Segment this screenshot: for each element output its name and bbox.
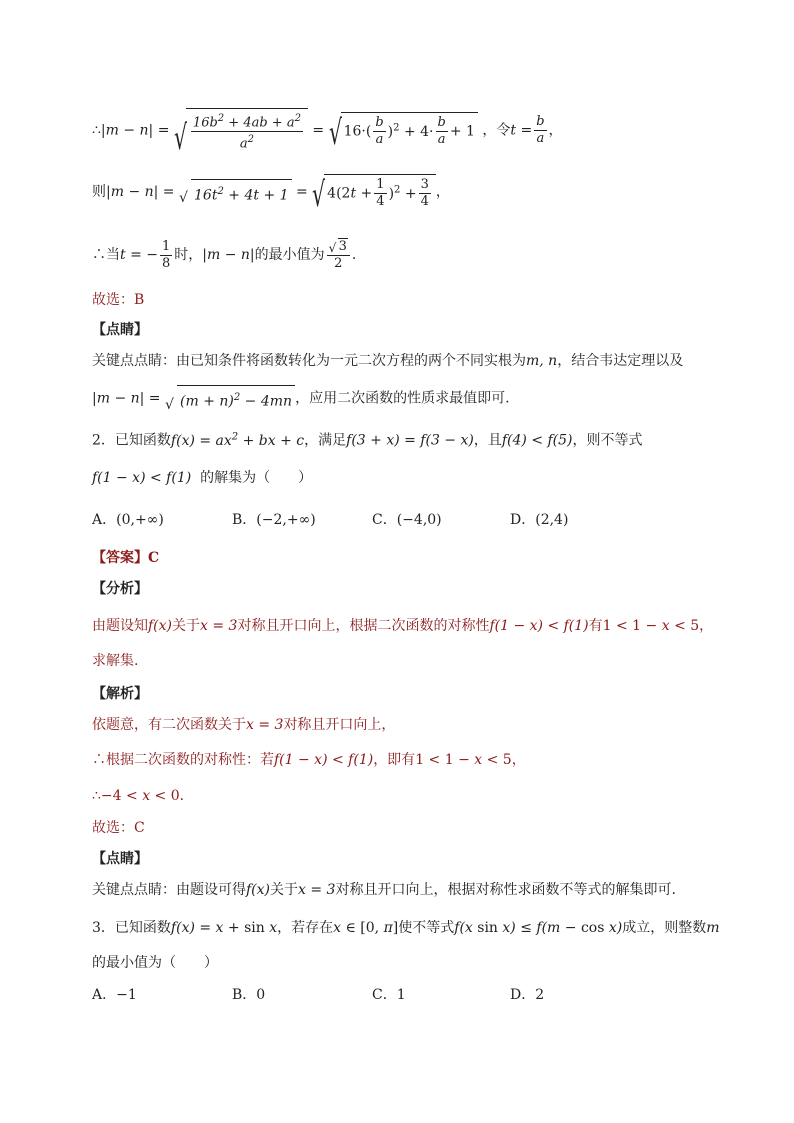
formula-line-3: ∴当t = − $\frac{1}{8}$ 时，|m − n|的最小值为 √ 3 2 . xyxy=(92,238,357,271)
section-dianjing-1: 【点睛】 xyxy=(92,322,148,338)
q2-option-b[interactable]: B．(−2,+∞) xyxy=(232,512,316,528)
formula-line-2: 则|m − n| = √ $16t^2 + 4t + 1$ = √ 4(2t + $\frac{1}{4}$ )$^2$ + $\frac{3}{4}$ ， xyxy=(92,175,450,215)
analysis-text: 由题设知f(x)关于x = 3对称且开口向上，根据二次函数的对称性f(1 − x) < f(1)有1 < 1 − x < 5， xyxy=(92,618,714,634)
section-answer: 【答案】C xyxy=(92,550,160,566)
q2-option-d[interactable]: D．(2,4) xyxy=(510,512,569,528)
q3-option-c[interactable]: C．1 xyxy=(372,987,406,1003)
solution-line-1: 依题意，有二次函数关于x = 3对称且开口向上， xyxy=(92,717,396,733)
sqrt-expression-4: √ 4(2t + $\frac{1}{4}$ )$^2$ + $\frac{3}{4}$ xyxy=(312,174,436,210)
key-point-2: 关键点点睛：由题设可得f(x)关于x = 3对称且开口向上，根据对称性求函数不等式的解集即可. xyxy=(92,882,676,898)
key-point-1: 关键点点睛：由已知条件将函数转化为一元二次方程的两个不同实根为m, n，结合韦达定理以及 xyxy=(92,353,684,369)
sqrt-expression: √ $\frac{16b^2 + 4ab + a^2}{a^2}$ xyxy=(174,108,308,153)
sqrt-expression-3: √ $16t^2 + 4t + 1$ xyxy=(179,179,292,206)
solution-line-3: ∴−4 < x < 0. xyxy=(92,788,185,804)
q3-option-b[interactable]: B．0 xyxy=(232,987,266,1003)
q3-option-a[interactable]: A．−1 xyxy=(92,987,137,1003)
choice-b: 故选：B xyxy=(92,292,145,308)
sqrt-expression-2: √ 16·( $\frac{b}{a}$ )$^2$ + 4· $\frac{b}{a}$ + 1 xyxy=(329,112,478,148)
choice-c: 故选：C xyxy=(92,820,145,836)
therefore-symbol: ∴ xyxy=(92,122,101,139)
key-point-1-line2: |m − n| = √ $(m + n)^2 - 4mn$ ，应用二次函数的性质求最值即可. xyxy=(92,385,724,412)
q3-option-d[interactable]: D．2 xyxy=(510,987,545,1003)
question-3-stem: 3．已知函数f(x) = x + sin x，若存在x ∈ [0, π]使不等式f(x sin x) ≤ f(m − cos x)成立，则整数m xyxy=(92,920,720,936)
analysis-text-line2: 求解集. xyxy=(92,653,139,669)
solution-line-2: ∴根据二次函数的对称性：若f(1 − x) < f(1)，即有1 < 1 − x < 5， xyxy=(92,752,526,768)
question-2-stem: 2．已知函数$f(x) = ax^2$ + bx + c，满足f(3 + x) = f(3 − x)，且f(4) < f(5)，则不等式 xyxy=(92,431,643,449)
question-2-stem-line2: f(1 − x) < f(1) 的解集为（ ） xyxy=(92,470,313,486)
section-analysis: 【分析】 xyxy=(92,581,148,597)
q2-option-c[interactable]: C．(−4,0) xyxy=(372,512,442,528)
section-dianjing-2: 【点睛】 xyxy=(92,851,148,867)
formula-line-1: ∴|m − n| = √ $\frac{16b^2 + 4ab + a^2}{a^2}$ = √ 16·( $\frac{b}{a}$ )$^2$ + 4· $\frac{b}{a}$ + 1 ，令t = $\frac{b}{a}$ ， xyxy=(92,108,724,153)
q2-option-a[interactable]: A．(0,+∞) xyxy=(92,512,164,528)
section-solution: 【解析】 xyxy=(92,686,148,702)
question-3-stem-line2: 的最小值为（ ） xyxy=(92,955,218,971)
